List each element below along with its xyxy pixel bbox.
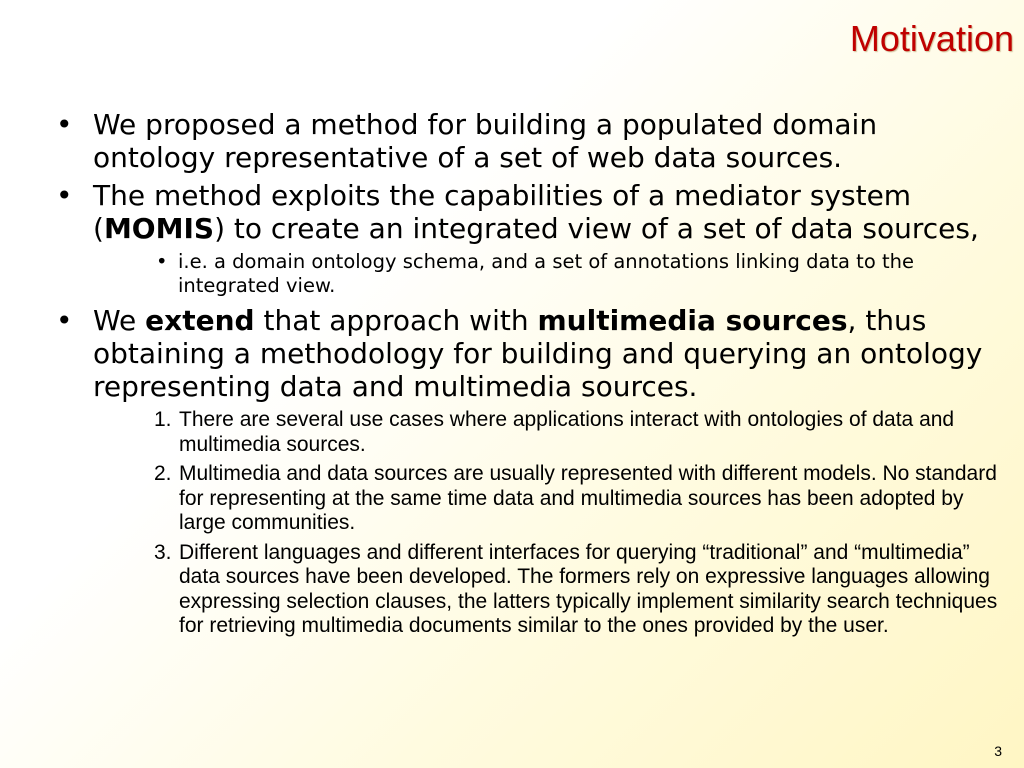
numbered-item: [154, 541, 1007, 639]
bullet-text: [93, 304, 1007, 403]
bullet-emphasis: multimedia sources: [537, 304, 848, 337]
numbered-marker: 3.: [154, 540, 172, 564]
bullet-text-part: We: [93, 304, 146, 337]
numbered-text: Multimedia and data sources are usually represented with different models. No standard for representing at the same time data and multimedia sources has been adopted by large communities.: [179, 462, 997, 534]
bullet-emphasis: extend: [145, 304, 255, 337]
numbered-item: [154, 462, 1007, 536]
sub-bullet-item: [156, 250, 1007, 298]
bullet-item: [52, 179, 1007, 245]
bullet-text-part: The method exploits the capabilities of a mediator system (: [93, 179, 912, 245]
numbered-marker: 1.: [154, 408, 172, 431]
sub-bullet-text: i.e. a domain ontology schema, and a set of annotations linking data to the integrated view.: [178, 250, 914, 297]
numbered-text: There are several use cases where applications interact with ontologies of data and multimedia sources.: [179, 408, 955, 456]
bullet-marker: •: [56, 179, 73, 212]
numbered-text: Different languages and different interfaces for querying “traditional” and “multimedia” data sources have been developed. The formers rely on expressive languages allowing expressing selection clauses, the latters typically implement similarity search techniques for retrieving multimedia documents similar to the ones provided by the user.: [179, 540, 998, 637]
numbered-item: [154, 408, 1007, 457]
sub-bullet-marker: •: [156, 250, 168, 273]
numbered-marker: 2.: [154, 462, 172, 485]
bullet-marker: •: [56, 304, 73, 337]
bullet-emphasis: MOMIS: [103, 212, 215, 245]
bullet-text-part: ) to create an integrated view of a set of data sources,: [214, 212, 979, 245]
slide-title: Motivation: [849, 18, 1014, 59]
slide-content: [52, 108, 1007, 644]
bullet-marker: •: [56, 108, 73, 141]
bullet-item: [52, 304, 1007, 403]
bullet-text: [93, 179, 1007, 245]
bullet-text-part: , thus obtaining a methodology for building and querying an ontology representing data and multimedia sources.: [93, 304, 983, 403]
bullet-text: We proposed a method for building a populated domain ontology representative of a set of web data sources.: [93, 108, 878, 174]
page-number: 3: [994, 743, 1002, 759]
bullet-item: [52, 108, 1007, 174]
bullet-text-part: that approach with: [254, 304, 538, 337]
